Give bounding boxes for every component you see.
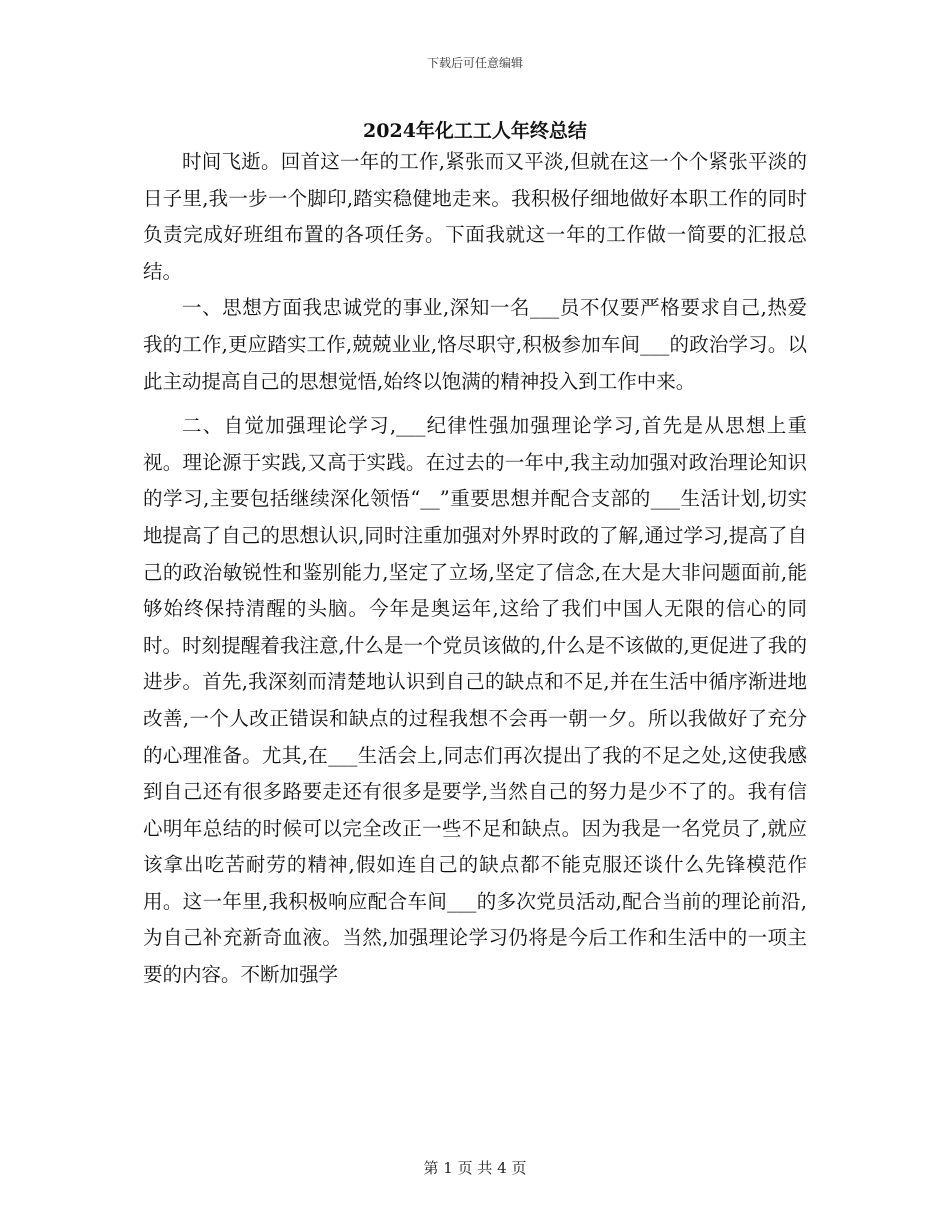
document-body <box>143 144 807 994</box>
paragraph-intro: 时间飞逝。回首这一年的工作,紧张而又平淡,但就在这一个个紧张平淡的日子里,我一步一个脚印,踏实稳健地走来。我积极仔细地做好本职工作的同时负责完成好班组布置的各项任务。下面我就这一年的工作做一简要的汇报总结。 <box>143 150 807 283</box>
page-number-footer: 第 1 页 共 4 页 <box>423 1159 527 1177</box>
paragraph-theory-study: 二、自觉加强理论学习,___纪律性强加强理论学习,首先是从思想上重视。理论源于实践,又高于实践。在过去的一年中,我主动加强对政治理论知识的学习,主要包括继续深化领悟“__”重要思想并配合支部的___生活计划,切实地提高了自己的思想认识,同时注重加强对外界时政的了解,通过学习,提高了自己的政治敏锐性和鉴别能力,坚定了立场,坚定了信念,在大是大非问题面前,能够始终保持清醒的头脑。今年是奥运年,这给了我们中国人无限的信心的同时。时刻提醒着我注意,什么是一个党员该做的,什么是不该做的,更促进了我的进步。首先,我深刻而清楚地认识到自己的缺点和不足,并在生活中循序渐进地改善,一个人改正错误和缺点的过程我想不会再一朝一夕。所以我做好了充分的心理准备。尤其,在___生活会上,同志们再次提出了我的不足之处,这使我感到自己还有很多路要走还有很多是要学,当然自己的努力是少不了的。我有信心明年总结的时候可以完全改正一些不足和缺点。因为我是一名党员了,就应该拿出吃苦耐劳的精神,假如连自己的缺点都不能克服还谈什么先锋模范作用。这一年里,我积极响应配合车间___的多次党员活动,配合当前的理论前沿,为自己补充新奇血液。当然,加强理论学习仍将是今后工作和生活中的一项主要的内容。不断加强学 <box>143 414 807 987</box>
header-note: 下载后可任意编辑 <box>426 56 523 70</box>
paragraph-thought: 一、思想方面我忠诚党的事业,深知一名___员不仅要严格要求自己,热爱我的工作,更应踏实工作,兢兢业业,恪尽职守,积极参加车间___的政治学习。以此主动提高自己的思想觉悟,始终以饱满的精神投入到工作中来。 <box>143 296 807 393</box>
document-title: 2024年化工工人年终总结 <box>363 120 587 142</box>
